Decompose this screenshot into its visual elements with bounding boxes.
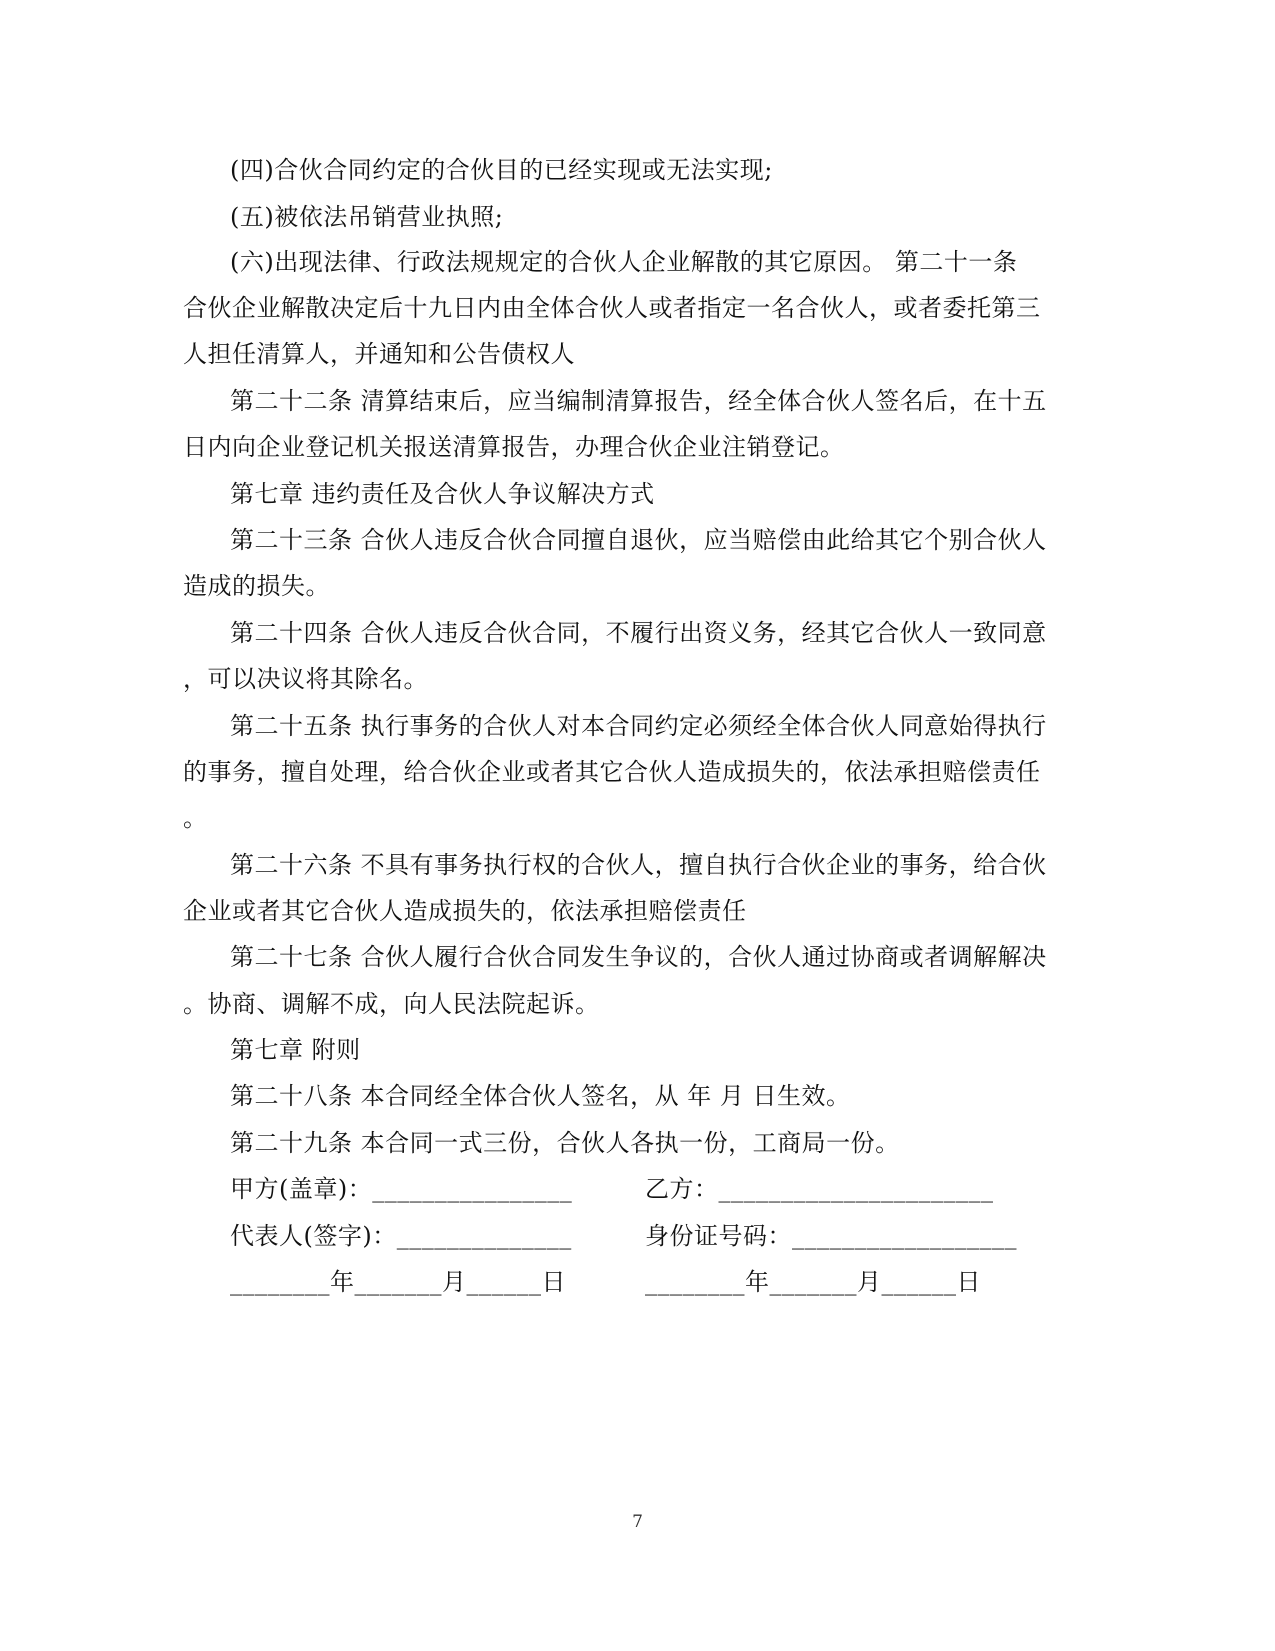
clause-line: 第二十三条 合伙人违反合伙合同擅自退伙，应当赔偿由此给其它个别合伙人 [230, 526, 1047, 554]
clause-line: 第二十二条 清算结束后，应当编制清算报告，经全体合伙人签名后，在十五 [230, 387, 1047, 415]
clause-line: 第二十九条 本合同一式三份，合伙人各执一份，工商局一份。 [230, 1129, 900, 1157]
clause-line: (五)被依法吊销营业执照; [230, 203, 504, 231]
clause-line: 第二十六条 不具有事务执行权的合伙人，擅自执行合伙企业的事务，给合伙 [230, 851, 1047, 879]
clause-line: 造成的损失。 [183, 572, 330, 600]
clause-line: 企业或者其它合伙人造成损失的，依法承担赔偿责任 [183, 897, 747, 925]
clause-line: 日内向企业登记机关报送清算报告，办理合伙企业注销登记。 [183, 433, 845, 461]
clause-line: 第二十七条 合伙人履行合伙合同发生争议的，合伙人通过协商或者调解解决 [230, 943, 1047, 971]
clause-line: 的事务，擅自处理，给合伙企业或者其它合伙人造成损失的，依法承担赔偿责任 [183, 758, 1041, 786]
representative-signature-field: 代表人(签字)：______________ [230, 1222, 572, 1250]
clause-line: (四)合伙合同约定的合伙目的已经实现或无法实现; [230, 156, 773, 184]
id-number-field: 身份证号码：__________________ [645, 1222, 1017, 1250]
clause-line: 。协商、调解不成，向人民法院起诉。 [183, 990, 600, 1018]
clause-line: 合伙企业解散决定后十九日内由全体合伙人或者指定一名合伙人，或者委托第三 [183, 294, 1041, 322]
clause-line: 第二十八条 本合同经全体合伙人签名，从 年 月 日生效。 [230, 1082, 851, 1110]
page-number: 7 [632, 1512, 643, 1532]
clause-line: 第二十四条 合伙人违反合伙合同，不履行出资义务，经其它合伙人一致同意 [230, 619, 1047, 647]
chapter-heading: 第七章 违约责任及合伙人争议解决方式 [230, 480, 655, 508]
chapter-heading: 第七章 附则 [230, 1036, 361, 1064]
date-field-a: ________年_______月______日 [230, 1268, 566, 1296]
party-a-seal-field: 甲方(盖章)：________________ [230, 1175, 573, 1203]
clause-line: 第二十五条 执行事务的合伙人对本合同约定必须经全体合伙人同意始得执行 [230, 712, 1047, 740]
party-b-field: 乙方：______________________ [645, 1175, 994, 1203]
clause-line: (六)出现法律、行政法规规定的合伙人企业解散的其它原因。 第二十一条 [230, 248, 1018, 276]
clause-line: ，可以决议将其除名。 [183, 665, 428, 693]
clause-line: 。 [183, 804, 208, 832]
date-field-b: ________年_______月______日 [645, 1268, 981, 1296]
clause-line: 人担任清算人，并通知和公告债权人 [183, 340, 575, 368]
